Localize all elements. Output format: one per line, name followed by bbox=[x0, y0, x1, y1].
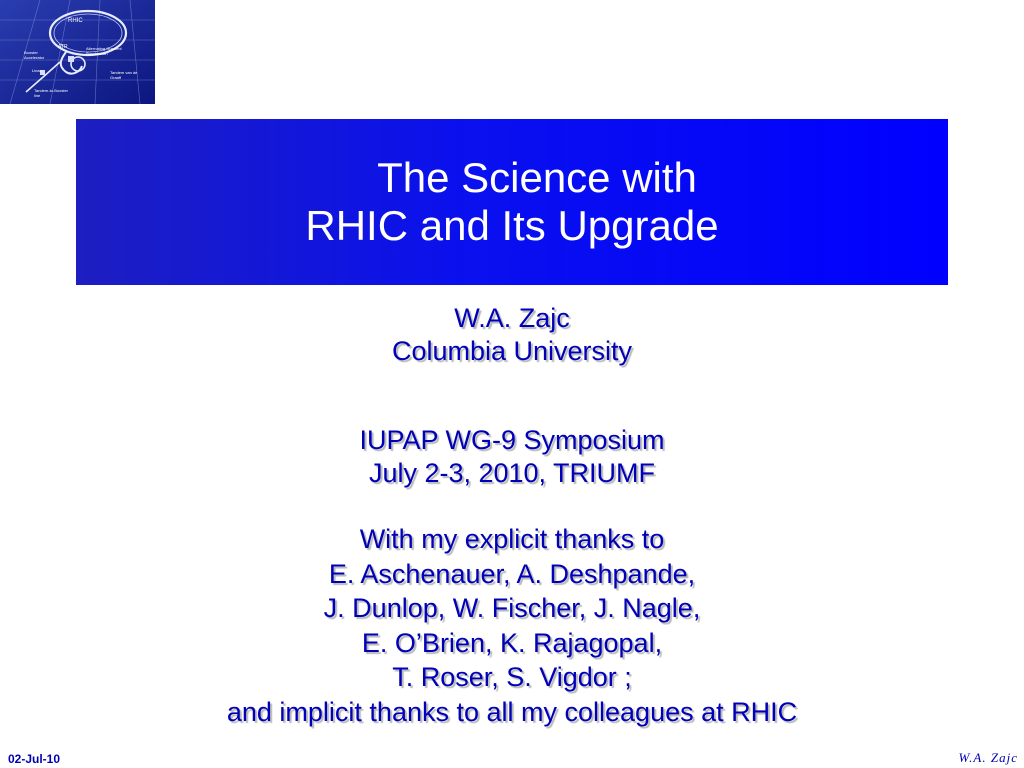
logo-label-booster: Booster Accelerator bbox=[24, 50, 45, 60]
thanks-line: E. O’Brien, K. Rajagopal, bbox=[361, 627, 663, 658]
logo-label-tandem-booster: Tandem-to-Booster line bbox=[34, 88, 69, 98]
rhic-logo bbox=[0, 0, 155, 104]
thanks-line: J. Dunlop, W. Fischer, J. Nagle, bbox=[323, 593, 701, 623]
title-banner bbox=[76, 119, 948, 285]
thanks-line: E. Aschenauer, A. Deshpande, bbox=[328, 558, 696, 589]
thanks-line: and implicit thanks to all my colleagues at RHIC bbox=[226, 696, 798, 727]
event-name: IUPAP WG-9 Symposium bbox=[359, 425, 665, 455]
event-date-place: July 2-3, 2010, TRIUMF bbox=[368, 458, 656, 488]
thanks-line: T. Roser, S. Vigdor ; bbox=[392, 662, 632, 692]
author-name: W.A. Zajc bbox=[454, 303, 570, 333]
acknowledgements-block bbox=[0, 522, 1024, 729]
logo-label-ags: Alternating Gradient Synchrotron bbox=[86, 46, 122, 56]
title-line-1: The Science with bbox=[377, 154, 697, 201]
logo-label-rhic: RHIC bbox=[68, 18, 83, 24]
thanks-line: With my explicit thanks to bbox=[359, 524, 665, 554]
logo-label-tandem: Tandem van de Graaff bbox=[110, 70, 138, 80]
footer-date: 02-Jul-10 bbox=[8, 752, 61, 766]
title-line-2: RHIC and Its Upgrade bbox=[305, 202, 719, 249]
author-block bbox=[0, 302, 1024, 368]
footer-author: W.A. Zajc bbox=[958, 750, 1018, 765]
author-affiliation: Columbia University bbox=[391, 336, 633, 366]
logo-label-linac: Linac bbox=[32, 68, 42, 73]
logo-label-atr: ATR bbox=[58, 44, 68, 50]
event-block bbox=[0, 424, 1024, 490]
